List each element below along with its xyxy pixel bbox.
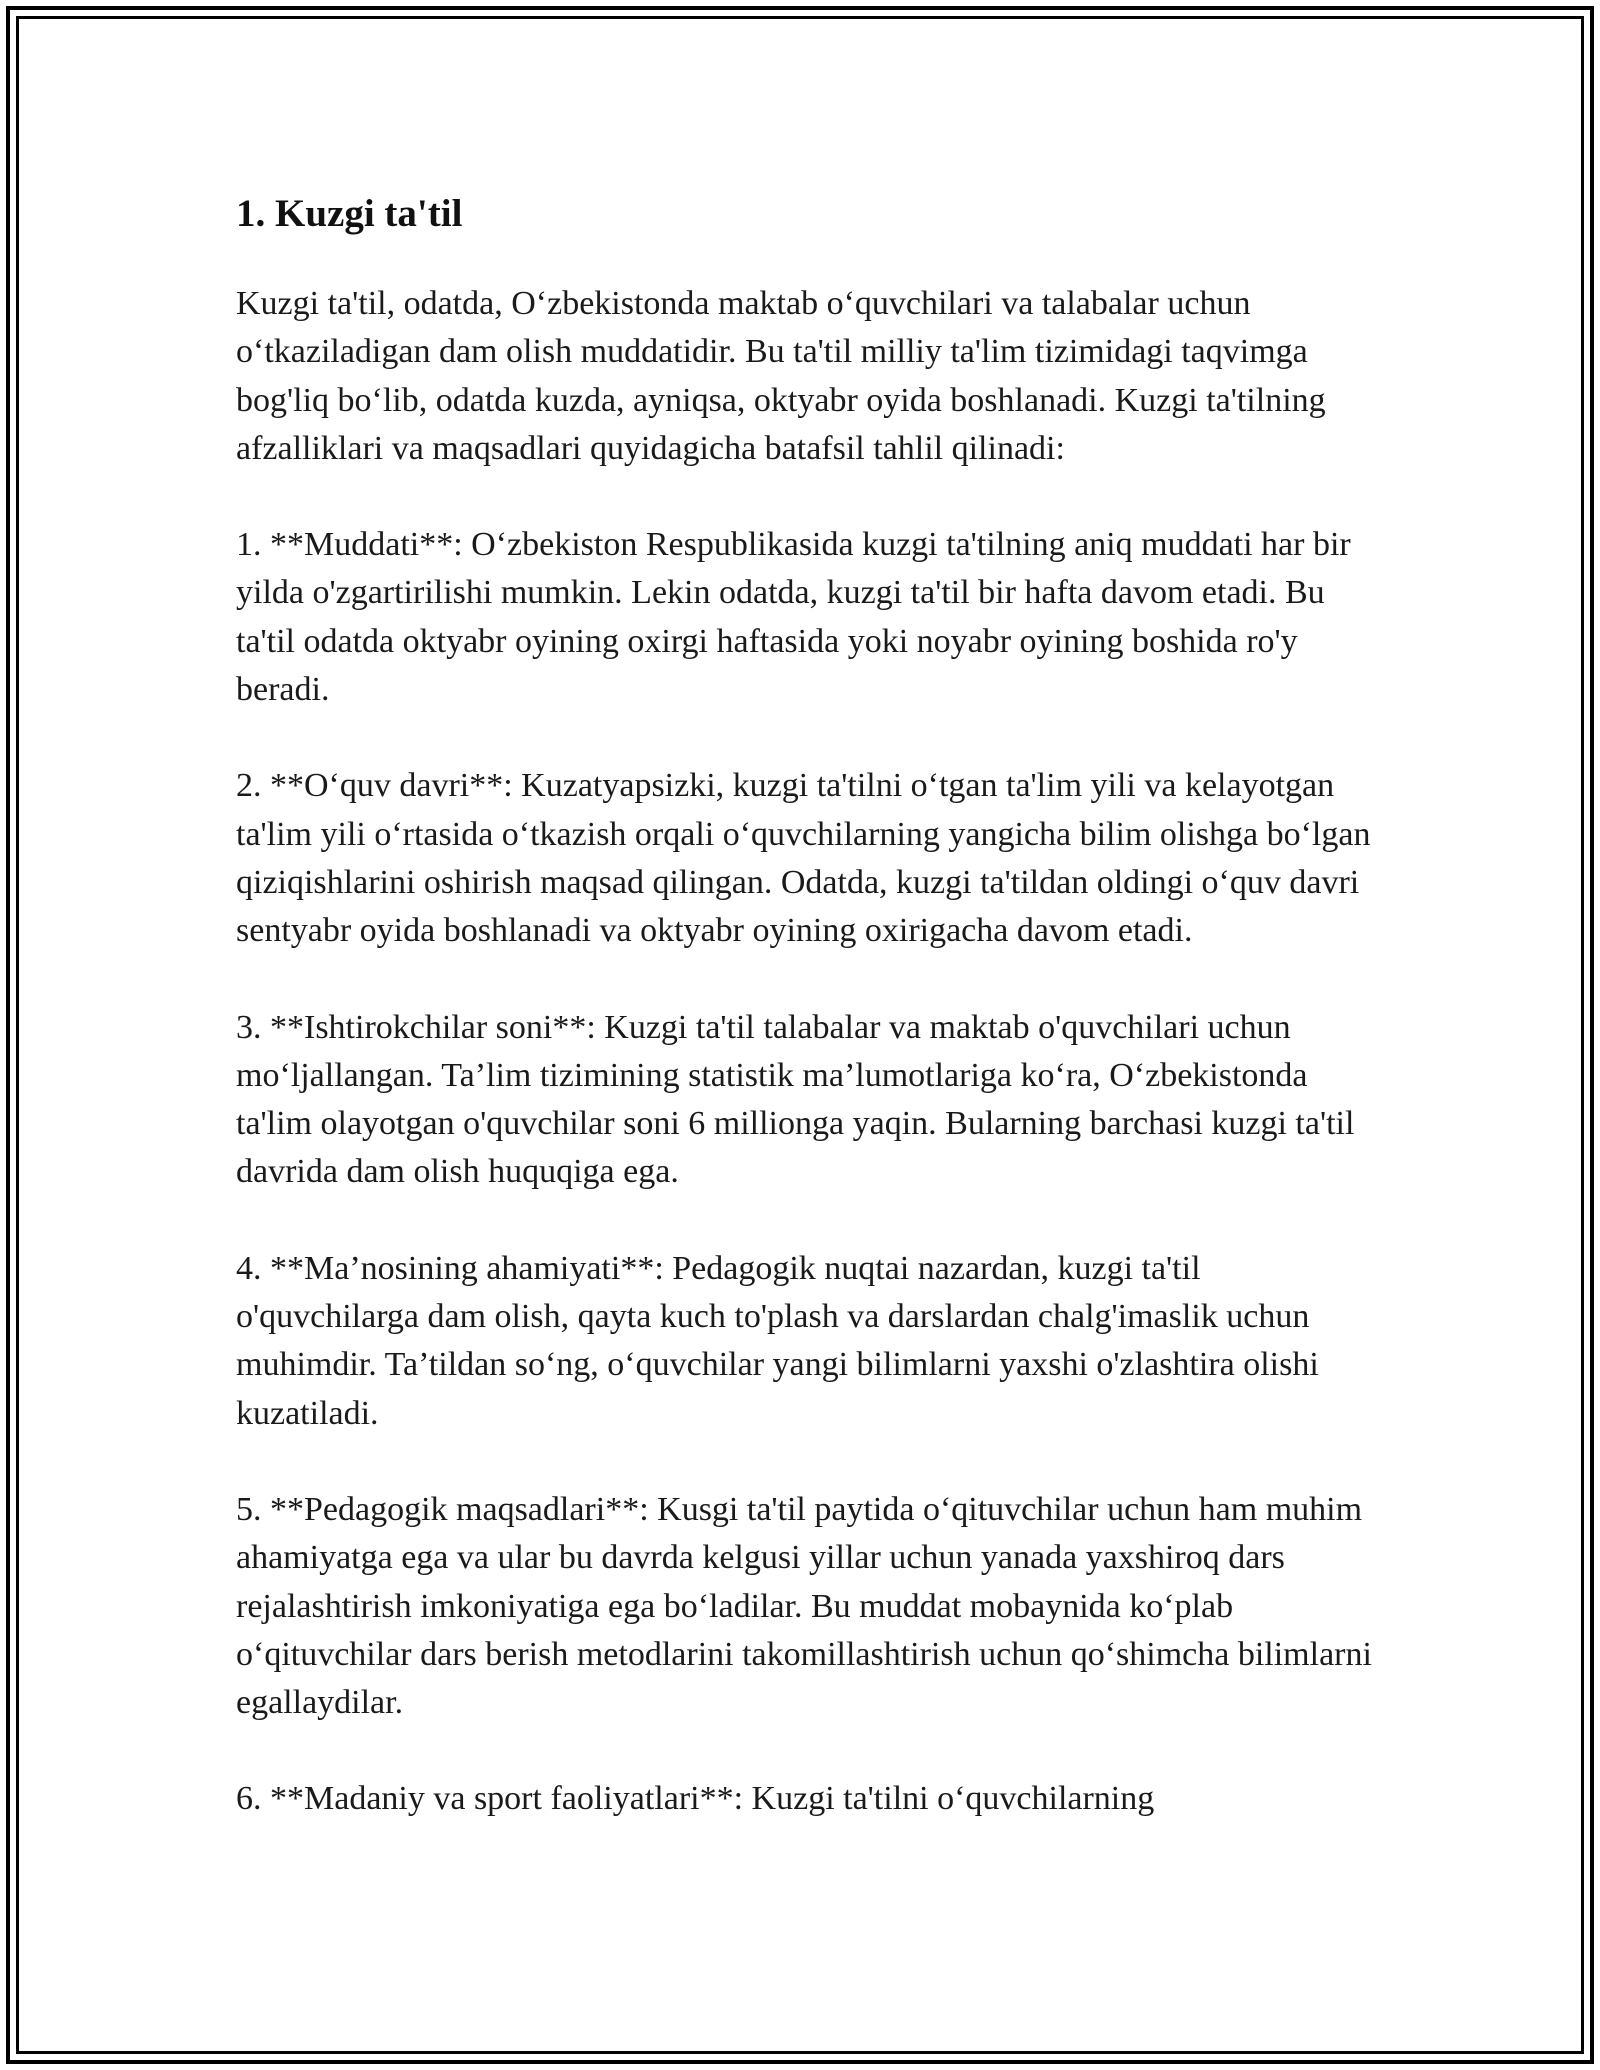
document-body [236,186,1386,1872]
list-item-participants: 3. **Ishtirokchilar soni**: Kuzgi ta'til talabalar va maktab o'quvchilari uchun mo‘ljallangan. Ta’lim tizimining statistik ma’lumotlariga ko‘ra, O‘zbekistonda ta'lim olayotgan o'quvchilar soni 6 millionga yaqin. Bularning barchasi kuzgi ta'til davrida dam olish huquqiga ega. [236,1008,1355,1191]
section-heading: 1. Kuzgi ta'til [236,192,463,235]
list-item-duration: 1. **Muddati**: O‘zbekiston Respublikasida kuzgi ta'tilning aniq muddati har bir yilda o'zgartirilishi mumkin. Lekin odatda, kuzgi ta'til bir hafta davom etadi. Bu ta'til odatda oktyabr oyining oxirgi haftasida yoki noyabr oyining boshida ro'y beradi. [236,526,1351,709]
list-item-study-period: 2. **O‘quv davri**: Kuzatyapsizki, kuzgi ta'tilni o‘tgan ta'lim yili va kelayotgan ta'lim yili o‘rtasida o‘tkazish orqali o‘quvchilarning yangicha bilim olishga bo‘lgan qiziqishlarini oshirish maqsad qilingan. Odatda, kuzgi ta'tildan oldingi o‘quv davri sentyabr oyida boshlanadi va oktyabr oyining oxirigacha davom etadi. [236,767,1371,950]
list-item-cultural-sport: 6. **Madaniy va sport faoliyatlari**: Kuzgi ta'tilni o‘quvchilarning [236,1780,1155,1818]
intro-paragraph: Kuzgi ta'til, odatda, O‘zbekistonda maktab o‘quvchilari va talabalar uchun o‘tkaziladigan dam olish muddatidir. Bu ta'til milliy ta'lim tizimidagi taqvimga bog'liq bo‘lib, odatda kuzda, ayniqsa, oktyabr oyida boshlanadi. Kuzgi ta'tilning afzalliklari va maqsadlari quyidagicha batafsil tahlil qilinadi: [236,285,1326,467]
list-item-significance: 4. **Ma’nosining ahamiyati**: Pedagogik nuqtai nazardan, kuzgi ta'til o'quvchilarga dam olish, qayta kuch to'plash va darslardan chalg'imaslik uchun muhimdir. Ta’tildan so‘ng, o‘quvchilar yangi bilimlarni yaxshi o'zlashtira olishi kuzatiladi. [236,1249,1319,1432]
list-item-pedagogical-goals: 5. **Pedagogik maqsadlari**: Kusgi ta'til paytida o‘qituvchilar uchun ham muhim ahamiyatga ega va ular bu davrda kelgusi yillar uchun yanada yaxshiroq dars rejalashtirish imkoniyatiga ega bo‘ladilar. Bu muddat mobaynida ko‘plab o‘qituvchilar dars berish metodlarini takomillashtirish uchun qo‘shimcha bilimlarni egallaydilar. [236,1490,1372,1722]
